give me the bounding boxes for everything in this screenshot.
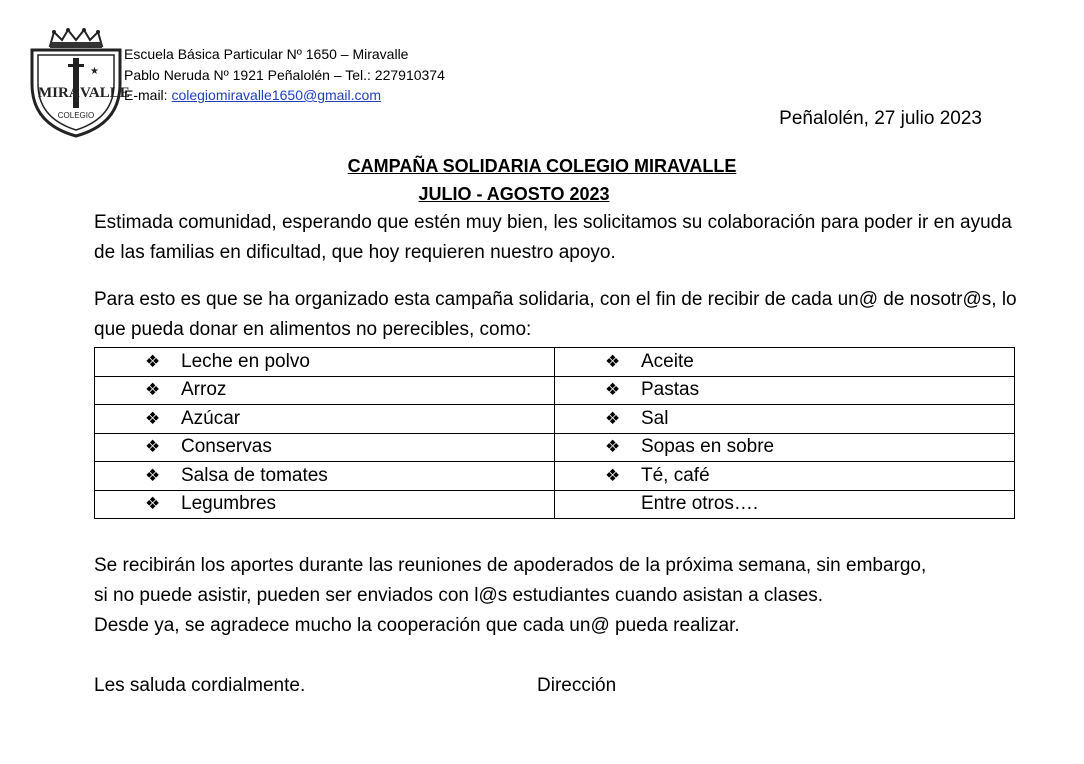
table-cell — [555, 376, 1015, 405]
campaign-title: CAMPAÑA SOLIDARIA COLEGIO MIRAVALLE — [347, 156, 737, 176]
closing-paragraph-line: Desde ya, se agradece mucho la cooperación que cada un@ pueda realizar. — [94, 615, 740, 636]
greeting: Les saluda cordialmente. — [94, 675, 306, 696]
item-label: Leche en polvo — [181, 350, 310, 372]
table-cell — [95, 376, 555, 405]
email-label: E-mail: — [124, 87, 172, 103]
item-label: Azúcar — [181, 407, 241, 429]
closing-paragraph-line: si no puede asistir, pueden ser enviados con l@s estudiantes cuando asistan a clases. — [94, 585, 824, 606]
intro-paragraph: Estimada comunidad, esperando que estén muy bien, les solicitamos su colaboración para poder ir en ayuda de las familias en dificultad, que hoy requieren nuestro apoyo. — [94, 212, 1012, 263]
table-cell — [555, 405, 1015, 434]
email-link[interactable]: colegiomiravalle1650@gmail.com — [171, 87, 381, 103]
school-name: Escuela Básica Particular Nº 1650 – Miravalle — [124, 46, 409, 62]
table-cell — [555, 433, 1015, 462]
table-row — [95, 490, 1015, 519]
star-icon: ★ — [90, 66, 99, 77]
item-label: Conservas — [181, 436, 272, 458]
table-cell — [555, 462, 1015, 491]
request-paragraph: Para esto es que se ha organizado esta campaña solidaria, con el fin de recibir de cada un@ de nosotr@s, lo que pueda donar en alimentos no perecibles, como: — [94, 289, 1017, 340]
item-label: Entre otros…. — [641, 493, 759, 515]
table-cell — [95, 348, 555, 377]
diamond-bullet-icon: ❖ — [145, 437, 161, 457]
diamond-bullet-icon: ❖ — [145, 408, 161, 428]
diamond-bullet-icon: ❖ — [145, 351, 161, 371]
donation-items-table — [94, 347, 1015, 519]
table-cell — [95, 405, 555, 434]
diamond-bullet-icon: ❖ — [605, 437, 621, 457]
item-label: Sopas en sobre — [641, 436, 775, 458]
diamond-bullet-icon: ❖ — [145, 380, 161, 400]
table-cell — [555, 490, 1015, 519]
crown-icon — [50, 28, 102, 48]
table-row — [95, 405, 1015, 434]
table-row — [95, 462, 1015, 491]
school-logo — [28, 24, 130, 140]
logo-text-mira: MIRA — [38, 85, 80, 101]
document-date: Peñalolén, 27 julio 2023 — [779, 108, 982, 129]
diamond-bullet-icon: ❖ — [605, 408, 621, 428]
item-label: Salsa de tomates — [181, 464, 328, 486]
table-cell — [95, 490, 555, 519]
table-cell — [555, 348, 1015, 377]
logo-text-valle: VALLE — [80, 85, 130, 101]
table-row — [95, 348, 1015, 377]
diamond-bullet-icon: ❖ — [605, 351, 621, 371]
closing-paragraph-line: Se recibirán los aportes durante las reuniones de apoderados de la próxima semana, sin embargo, — [94, 555, 927, 576]
item-label: Legumbres — [181, 493, 277, 515]
logo-text-colegio: COLEGIO — [57, 111, 95, 120]
table-cell — [95, 433, 555, 462]
school-info — [124, 44, 445, 106]
item-label: Sal — [641, 407, 669, 429]
school-address: Pablo Neruda Nº 1921 Peñalolén – Tel.: 227910374 — [124, 66, 445, 83]
diamond-bullet-icon: ❖ — [145, 494, 161, 514]
closing-paragraph — [94, 551, 1029, 641]
table-row — [95, 376, 1015, 405]
item-label: Aceite — [641, 350, 694, 372]
campaign-period: JULIO - AGOSTO 2023 — [418, 184, 610, 204]
item-label: Té, café — [641, 464, 710, 486]
signature: Dirección — [537, 675, 617, 696]
table-cell — [95, 462, 555, 491]
item-label: Arroz — [181, 379, 227, 401]
table-row — [95, 433, 1015, 462]
diamond-bullet-icon: ❖ — [145, 465, 161, 485]
diamond-bullet-icon: ❖ — [605, 465, 621, 485]
diamond-bullet-icon: ❖ — [605, 380, 621, 400]
item-label: Pastas — [641, 379, 700, 401]
school-email-line — [124, 85, 445, 106]
